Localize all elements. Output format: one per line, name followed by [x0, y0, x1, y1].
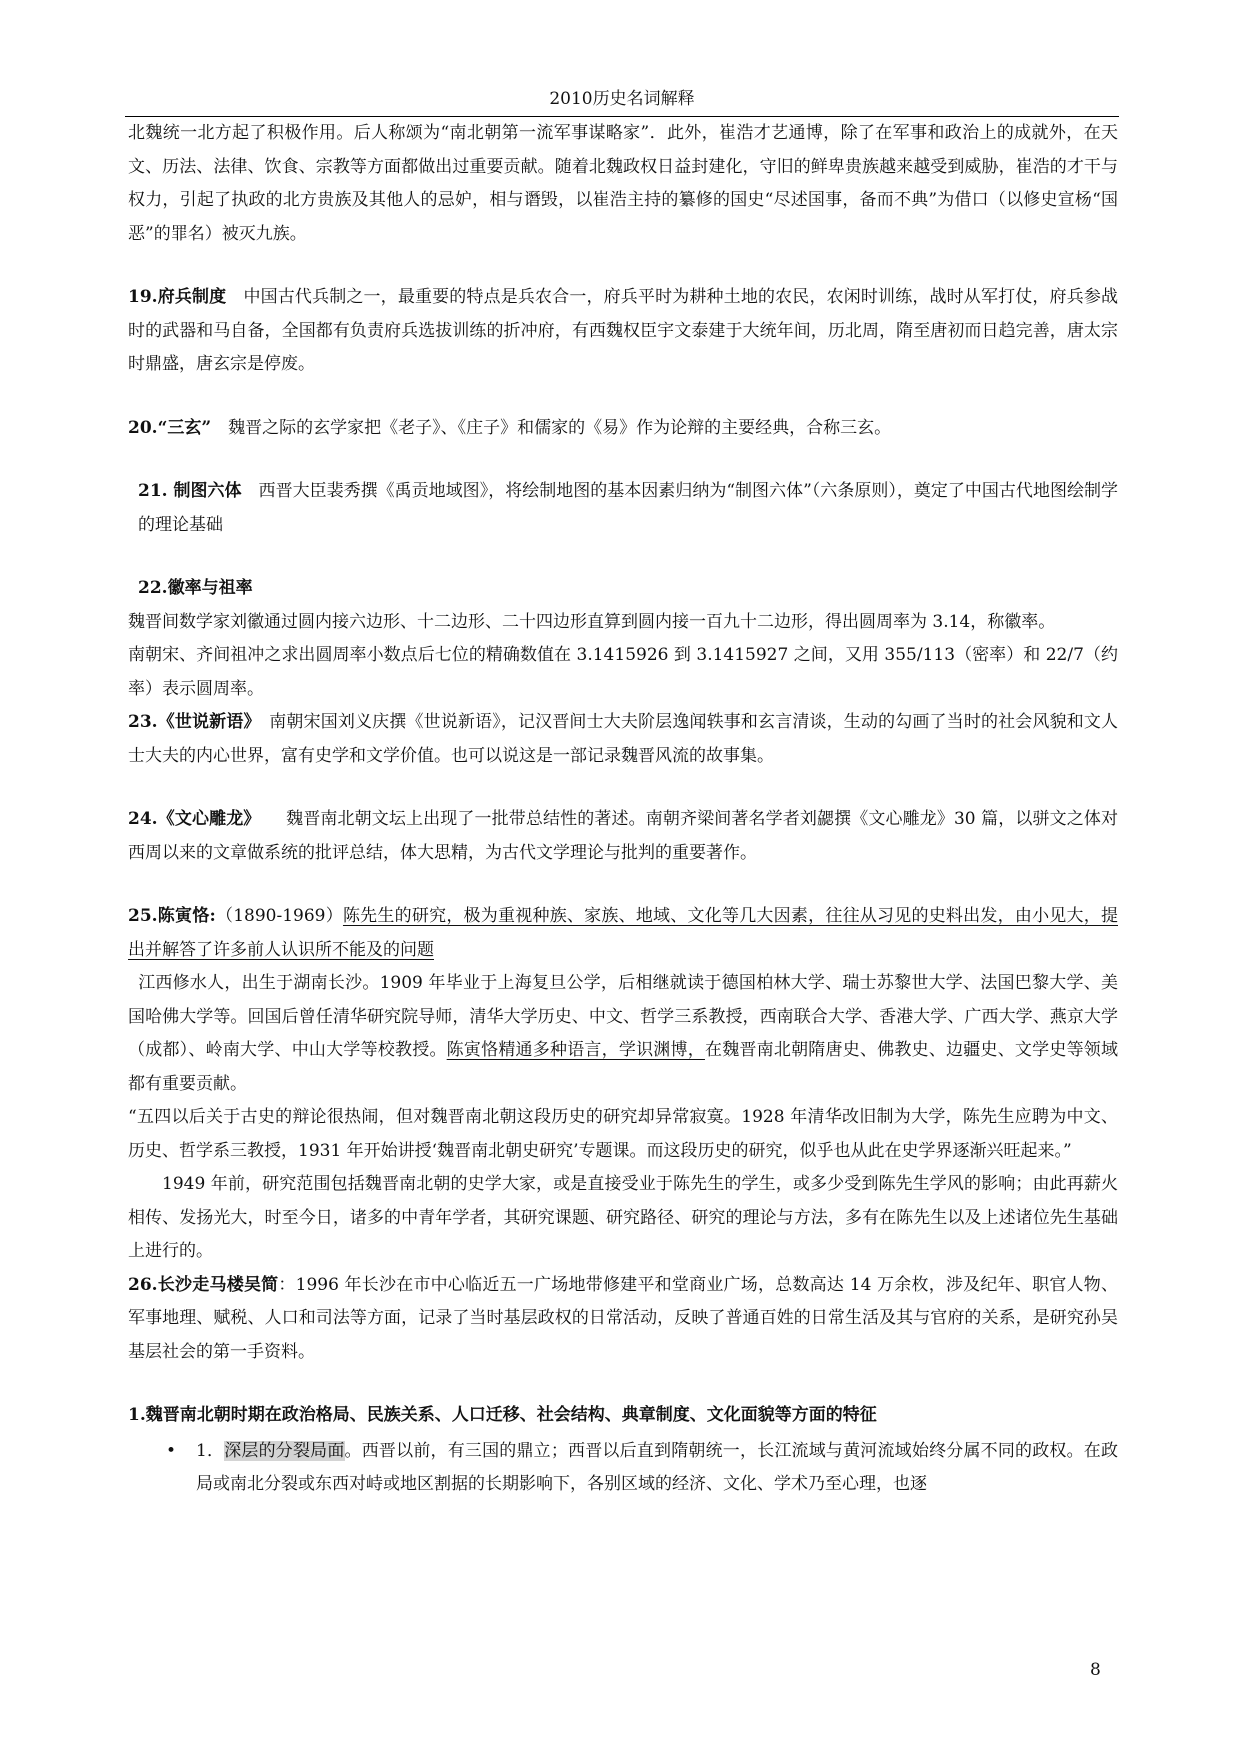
list-item-text: [196, 1435, 1118, 1502]
entry-term: 21. 制图六体: [138, 481, 242, 501]
entry-term: 24.《文心雕龙》: [128, 809, 252, 829]
paragraph-continuation: 北魏统一北方起了积极作用。后人称颂为“南北朝第一流军事谋略家”．此外，崔浩才艺通博，除了在军事和政治上的成就外，在天文、历法、法律、饮食、宗教等方面都做出过重要贡献。随着北魏政权日益封建化，守旧的鲜卑贵族越来越受到威胁，崔浩的才干与权力，引起了执政的北方贵族及其他人的忌妒，相与谮毁，以崔浩主持的纂修的国史“尽述国事，备而不典”为借口（以修史宣杨“国恶”的罪名）被灭九族。: [128, 123, 1118, 244]
entry-text: 中国古代兵制之一，最重要的特点是兵农合一，府兵平时为耕种土地的农民，农闲时训练，战时从军打仗，府兵参战时的武器和马自备，全国都有负责府兵选拔训练的折冲府，有西魏权臣宇文泰建于大统年间，历北周，隋至唐初而日趋完善，唐太宗时鼎盛，唐玄宗是停废。: [128, 287, 1118, 374]
entry-21: [128, 475, 1118, 542]
entry-term: 26.长沙走马楼吴简: [128, 1274, 279, 1295]
entry-text: 江西修水人，出生于湖南长沙。1909 年毕业于上海复旦公学，后相继就读于德国柏林大学、瑞士苏黎世大学、法国巴黎大学、美国哈佛大学等。回国后曾任清华研究院导师，清华大学历史、中文、哲学三系教授，西南联合大学、香港大学、广西大学、燕京大学（成都）、岭南大学、中山大学等校教授。: [128, 973, 1118, 1060]
entry-20: [128, 412, 1118, 446]
entry-23: [128, 706, 1118, 773]
page-header-title: 2010历史名词解释: [549, 89, 695, 109]
entry-text: 魏晋南北朝文坛上出现了一批带总结性的著述。南朝齐梁间著名学者刘勰撰《文心雕龙》30 篇，以骈文之体对西周以来的文章做系统的批评总结，体大思精，为古代文学理论与批判的重要著作。: [128, 809, 1118, 863]
entry-text: ：1996 年长沙在市中心临近五一广场地带修建平和堂商业广场，总数高达 14 万余枚，涉及纪年、职官人物、军事地理、赋税、人口和司法等方面，记录了当时基层政权的日常活动，反映了普通百姓的日常生活及其与官府的关系，是研究孙吴基层社会的第一手资料。: [128, 1274, 1118, 1362]
entry-24: [128, 803, 1118, 870]
entry-25-paragraph-1: [128, 967, 1118, 1101]
list-item-number: 1．: [196, 1440, 225, 1461]
bullet-icon: •: [166, 1440, 177, 1461]
entry-years: （1890-1969）: [215, 906, 343, 926]
page-content: [128, 117, 1118, 1502]
entry-term: 20.“三玄”: [128, 417, 212, 438]
entry-text: 在魏晋南北朝隋唐史、佛教史、边疆史、文学史等领域都有重要贡献。: [128, 1040, 1119, 1094]
entry-term: 19.府兵制度: [128, 287, 227, 307]
entry-text: 魏晋之际的玄学家把《老子》、《庄子》和儒家的《易》作为论辩的主要经典，合称三玄。: [211, 417, 892, 438]
entry-text: 南朝宋国刘义庆撰《世说新语》，记汉晋间士大夫阶层逸闻轶事和玄言清谈，生动的勾画了当时的社会风貌和文人士大夫的内心世界，富有史学和文学价值。也可以说这是一部记录魏晋风流的故事集。: [128, 712, 1119, 766]
page-number: 8: [1090, 1660, 1101, 1680]
underlined-text: 陈寅恪精通多种语言，学识渊博，: [446, 1040, 705, 1060]
entry-22-paragraph-2: 南朝宋、齐间祖冲之求出圆周率小数点后七位的精确数值在 3.1415926 到 3.1415927 之间，又用 355/113（密率）和 22/7（约率）表示圆周率。: [128, 645, 1118, 699]
entry-text: 西晋大臣裴秀撰《禹贡地域图》，将绘制地图的基本因素归纳为“制图六体”（六条原则），奠定了中国古代地图绘制学的理论基础: [138, 481, 1118, 535]
entry-25-quote: “五四以后关于古史的辩论很热闹，但对魏晋南北朝这段历史的研究却异常寂寞。1928 年清华改旧制为大学，陈先生应聘为中文、历史、哲学系三教授，1931 年开始讲授‘魏晋南北朝史研究’专题课。而这段历史的研究，似乎也从此在史学界逐渐兴旺起来。”: [128, 1107, 1118, 1161]
entry-22-term: 22.徽率与祖率: [138, 578, 253, 598]
highlighted-text: 深层的分裂局面: [224, 1440, 345, 1461]
entry-term: 23.《世说新语》: [128, 712, 253, 732]
question-1-heading: 1.魏晋南北朝时期在政治格局、民族关系、人口迁移、社会结构、典章制度、文化面貌等方面的特征: [128, 1405, 877, 1425]
entry-text: 。西晋以前，有三国的鼎立；西晋以后直到隋朝统一，长江流域与黄河流域始终分属不同的政权。在政局或南北分裂或东西对峙或地区割据的长期影响下，各别区域的经济、文化、学术乃至心理，也逐: [196, 1440, 1118, 1494]
underlined-text: 陈先生的研究，极为重视种族、家族、地域、文化等几大因素，往往从习见的史料出发，由小见大，提出并解答了许多前人认识所不能及的问题: [128, 906, 1118, 960]
entry-22-paragraph-1: 魏晋间数学家刘徽通过圆内接六边形、十二边形、二十四边形直算到圆内接一百九十二边形，得出圆周率为 3.14，称徽率。: [128, 611, 1056, 632]
entry-25: [128, 900, 1118, 967]
entry-25-paragraph-3: 1949 年前，研究范围包括魏晋南北朝的史学大家，或是直接受业于陈先生的学生，或多少受到陈先生学风的影响；由此再薪火相传、发扬光大，时至今日，诸多的中青年学者，其研究课题、研究路径、研究的理论与方法，多有在陈先生以及上述诸位先生基础上进行的。: [128, 1174, 1118, 1261]
entry-19: [128, 281, 1118, 382]
list-item: [128, 1435, 1118, 1502]
entry-26: [128, 1269, 1118, 1370]
entry-term: 25.陈寅恪:: [128, 906, 216, 926]
